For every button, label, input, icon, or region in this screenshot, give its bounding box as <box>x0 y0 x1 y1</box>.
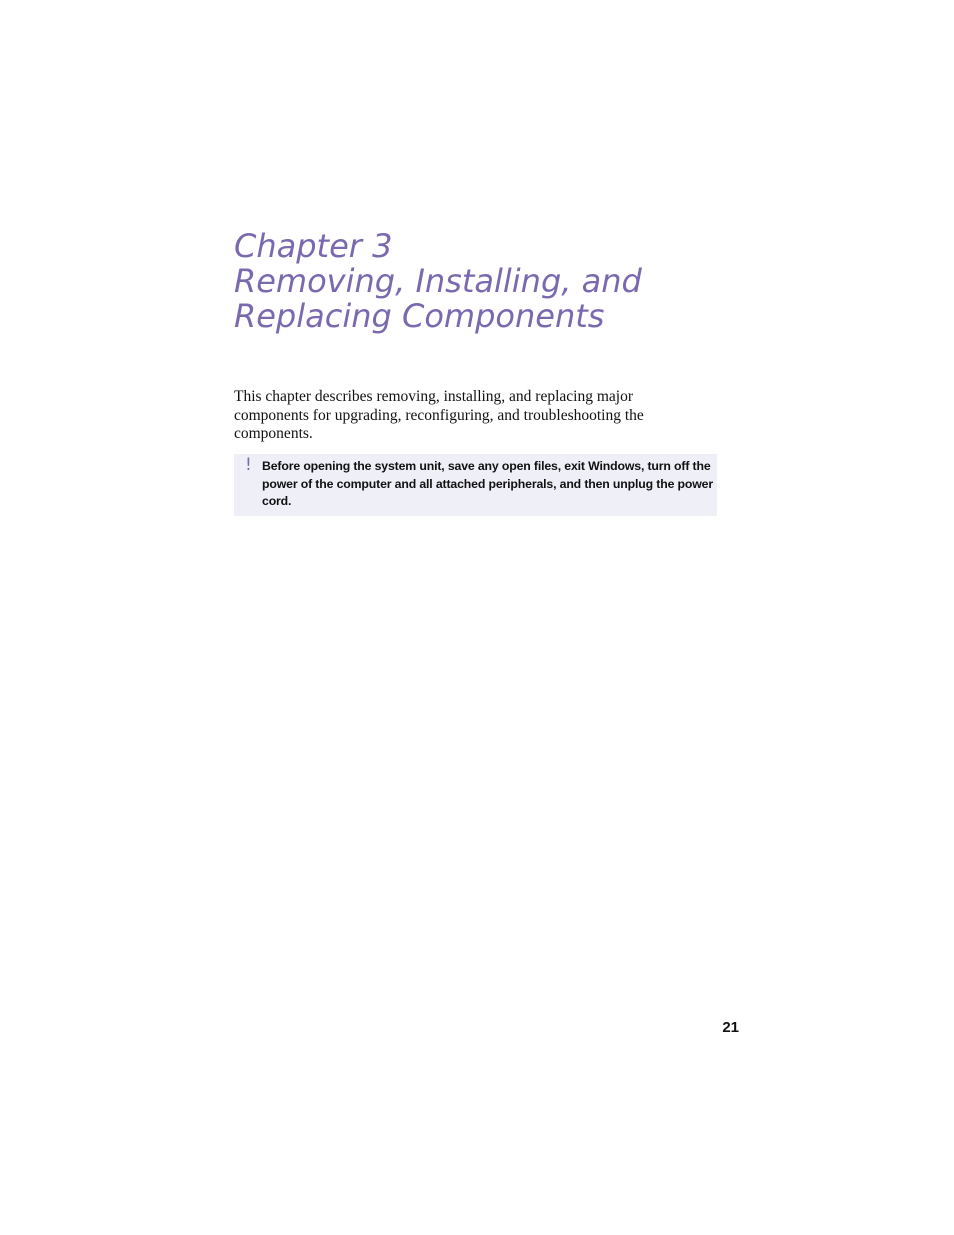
chapter-title-line-3: Replacing Components <box>234 297 605 335</box>
caution-note-text: Before opening the system unit, save any open files, exit Windows, turn off the power of the computer and all attached peripherals, and then unplug the power cord. <box>262 459 714 508</box>
exclamation-icon: ! <box>245 455 252 475</box>
page-number: 21 <box>722 1019 739 1036</box>
intro-paragraph: This chapter describes removing, installing, and replacing major components for upgrading, reconfiguring, and troubleshooting the components. <box>234 388 644 442</box>
chapter-title-line-2: Removing, Installing, and <box>234 262 642 300</box>
chapter-title-line-1: Chapter 3 <box>234 227 393 265</box>
chapter-title <box>234 229 754 334</box>
caution-note <box>234 454 717 516</box>
